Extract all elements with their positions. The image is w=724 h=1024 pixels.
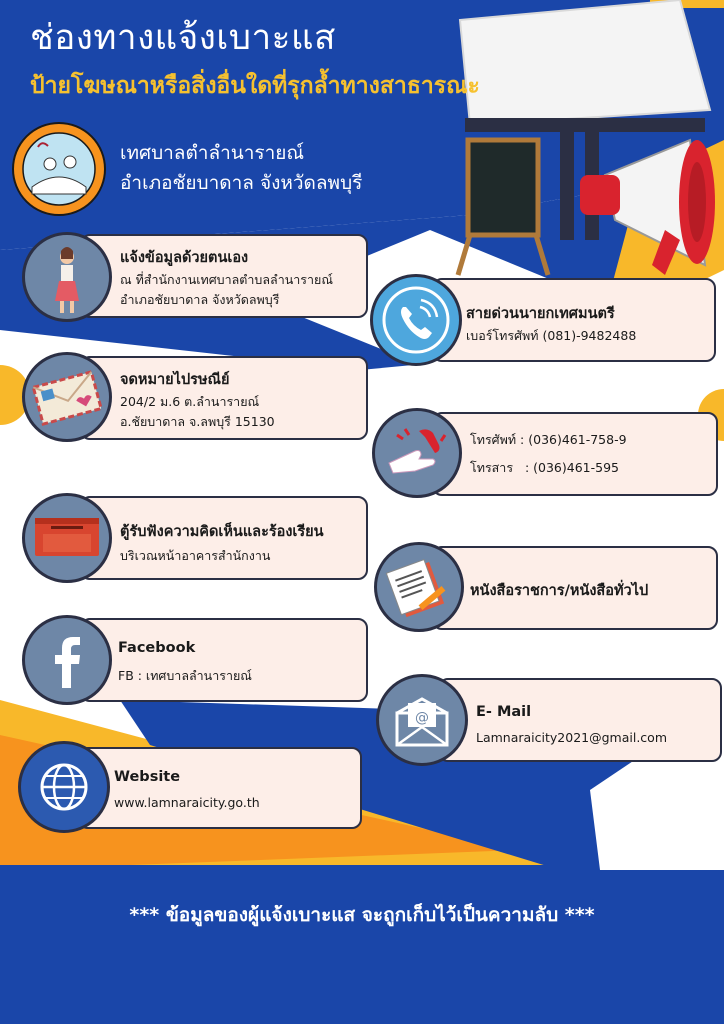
globe-icon[interactable]: [18, 741, 110, 833]
billboard-megaphone-illustration: [420, 0, 724, 285]
card-title: จดหมายไปรษณีย์: [120, 372, 230, 388]
contact-card-hotline: [432, 278, 716, 362]
card-line: FB : เทศบาลลำนารายณ์: [118, 668, 252, 683]
page-title: ช่องทางแจ้งเบาะแส: [30, 18, 336, 58]
card-title: แจ้งข้อมูลด้วยตนเอง: [120, 250, 249, 266]
website-url[interactable]: www.lamnaraicity.go.th: [114, 795, 260, 810]
email-address[interactable]: Lamnaraicity2021@gmail.com: [476, 730, 667, 745]
person-icon: [22, 232, 112, 322]
confidentiality-note: *** ข้อมูลของผู้แจ้งเบาะแส จะถูกเก็บไว้เป็นความลับ ***: [129, 904, 595, 926]
contact-card-in-person: [80, 234, 368, 318]
svg-text:@: @: [415, 710, 429, 726]
facebook-icon[interactable]: [22, 615, 112, 705]
contact-card-suggestion-box: [80, 496, 368, 580]
envelope-icon: [22, 352, 112, 442]
card-line: บริเวณหน้าอาคารสำนักงาน: [120, 548, 271, 563]
hotline-number[interactable]: เบอร์โทรศัพท์ (081)-9482488: [466, 328, 637, 343]
contact-card-website: [78, 747, 362, 829]
contact-card-email: [438, 678, 722, 762]
contact-card-postal: [80, 356, 368, 440]
card-title: สายด่วนนายกเทศมนตรี: [466, 306, 615, 322]
card-line: 204/2 ม.6 ต.ลำนารายณ์: [120, 394, 260, 409]
hand-phone-icon: [372, 408, 462, 498]
page-subtitle: ป้ายโฆษณาหรือสิ่งอื่นใดที่รุกล้ำทางสาธารณะ: [30, 73, 480, 99]
org-district: อำเภอชัยบาดาล จังหวัดลพบุรี: [120, 172, 363, 194]
documents-icon: [374, 542, 464, 632]
municipality-seal-icon: [12, 122, 106, 216]
phone-call-icon[interactable]: [370, 274, 462, 366]
contact-card-phone-fax: [432, 412, 718, 496]
mailbox-icon: [22, 493, 112, 583]
card-title: ตู้รับฟังความคิดเห็นและร้องเรียน: [120, 524, 324, 540]
card-title: หนังสือราชการ/หนังสือทั่วไป: [470, 583, 649, 599]
card-title: E- Mail: [476, 704, 532, 720]
contact-card-documents: [432, 546, 718, 630]
card-line: ณ ที่สำนักงานเทศบาลตำบลลำนารายณ์: [120, 272, 333, 287]
card-title: Website: [114, 769, 181, 785]
card-title: Facebook: [118, 640, 196, 656]
card-line: อ.ชัยบาดาล จ.ลพบุรี 15130: [120, 414, 275, 429]
phone-number[interactable]: โทรศัพท์ : (036)461-758-9: [470, 432, 627, 447]
fax-number: โทรสาร : (036)461-595: [470, 460, 619, 475]
card-line: อำเภอชัยบาดาล จังหวัดลพบุรี: [120, 292, 280, 307]
org-name: เทศบาลตำลำนารายณ์: [120, 142, 305, 164]
email-icon[interactable]: [376, 674, 468, 766]
contact-card-facebook: [80, 618, 368, 702]
